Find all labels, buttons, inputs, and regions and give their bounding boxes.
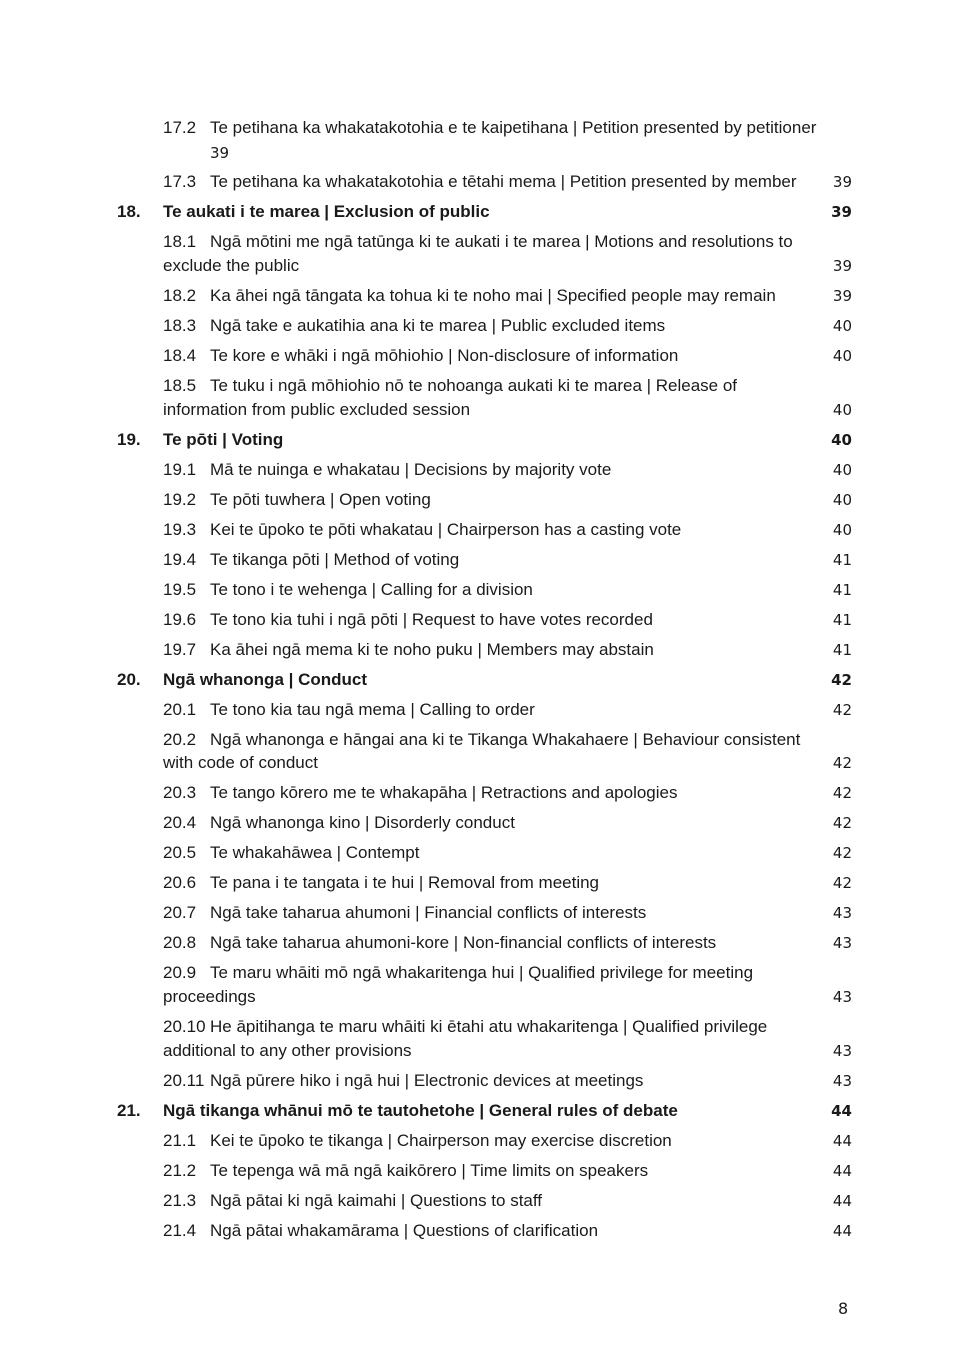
entry-page: 40 — [832, 521, 852, 539]
entry-page: 42 — [832, 844, 852, 862]
entry-page: 40 — [832, 461, 852, 479]
entry-number: 18.3 — [163, 316, 197, 335]
section-page: 42 — [831, 671, 852, 689]
entry-number: 20.11 — [163, 1071, 205, 1090]
section-title: Te pōti | Voting — [163, 430, 284, 449]
entry-title: Ngā pātai ki ngā kaimahi | Questions to staff — [210, 1191, 543, 1210]
entry-number: 21.2 — [163, 1161, 197, 1180]
entry-number: 20.7 — [163, 903, 197, 922]
entry-title: Te tono i te wehenga | Calling for a division — [210, 580, 533, 599]
entry-number: 20.6 — [163, 873, 197, 892]
entry-title: Ngā pūrere hiko i ngā hui | Electronic devices at meetings — [210, 1071, 644, 1090]
section-number: 20. — [117, 670, 141, 689]
entry-number: 21.3 — [163, 1191, 197, 1210]
entry-title: Te tikanga pōti | Method of voting — [210, 550, 460, 569]
entry-title: Ngā take taharua ahumoni | Financial conflicts of interests — [210, 903, 647, 922]
entry-number: 17.2 — [163, 118, 197, 137]
entry-number: 20.4 — [163, 813, 197, 832]
entry-title: Te tuku i ngā mōhiohio nō te nohoanga aukati ki te marea | Release of — [210, 376, 738, 395]
entry-page: 39 — [210, 144, 230, 162]
entry-page: 44 — [832, 1192, 852, 1210]
entry-page: 42 — [832, 784, 852, 802]
entry-title: Te tango kōrero me te whakapāha | Retractions and apologies — [210, 783, 678, 802]
entry-number: 20.8 — [163, 933, 197, 952]
entry-page: 39 — [832, 173, 852, 191]
section-number: 19. — [117, 430, 141, 449]
entry-number: 19.6 — [163, 610, 197, 629]
entry-title-cont: proceedings — [163, 987, 256, 1006]
entry-page: 42 — [832, 814, 852, 832]
entry-title: Te petihana ka whakatakotohia e te kaipetihana | Petition presented by petitioner — [210, 118, 817, 137]
entry-title: Te tepenga wā mā ngā kaikōrero | Time limits on speakers — [210, 1161, 649, 1180]
entry-number: 19.7 — [163, 640, 197, 659]
entry-title: Ka āhei ngā tāngata ka tohua ki te noho mai | Specified people may remain — [210, 286, 776, 305]
entry-title: Ngā pātai whakamārama | Questions of clarification — [210, 1221, 599, 1240]
entry-title: Kei te ūpoko te tikanga | Chairperson may exercise discretion — [210, 1131, 672, 1150]
entry-page: 40 — [832, 317, 852, 335]
entry-page: 44 — [832, 1162, 852, 1180]
entry-number: 17.3 — [163, 172, 197, 191]
entry-title: Ngā whanonga e hāngai ana ki te Tikanga Whakahaere | Behaviour consistent — [210, 730, 801, 749]
entry-title: Te petihana ka whakatakotohia e tētahi mema | Petition presented by member — [210, 172, 797, 191]
entry-number: 20.5 — [163, 843, 197, 862]
entry-page: 44 — [832, 1132, 852, 1150]
entry-number: 19.5 — [163, 580, 197, 599]
entry-title-cont: exclude the public — [163, 256, 300, 275]
entry-page: 44 — [832, 1222, 852, 1240]
entry-page: 40 — [832, 491, 852, 509]
entry-page: 39 — [832, 287, 852, 305]
entry-title: Mā te nuinga e whakatau | Decisions by majority vote — [210, 460, 612, 479]
entry-title: Te whakahāwea | Contempt — [210, 843, 420, 862]
section-title: Ngā tikanga whānui mō te tautohetohe | General rules of debate — [163, 1101, 678, 1120]
section-page: 39 — [831, 203, 852, 221]
entry-title: Te kore e whāki i ngā mōhiohio | Non-disclosure of information — [210, 346, 679, 365]
entry-page: 43 — [832, 904, 852, 922]
section-page: 40 — [831, 431, 852, 449]
entry-number: 20.2 — [163, 730, 197, 749]
entry-number: 20.1 — [163, 700, 197, 719]
entry-page: 43 — [832, 1072, 852, 1090]
entry-title: Te tono kia tau ngā mema | Calling to order — [210, 700, 535, 719]
entry-page: 39 — [832, 257, 852, 275]
entry-title-cont: additional to any other provisions — [163, 1041, 412, 1060]
entry-title: Te pōti tuwhera | Open voting — [210, 490, 431, 509]
entry-title: Ka āhei ngā mema ki te noho puku | Members may abstain — [210, 640, 654, 659]
section-number: 21. — [117, 1101, 141, 1120]
entry-page: 42 — [832, 701, 852, 719]
entry-number: 20.3 — [163, 783, 197, 802]
entry-page: 43 — [832, 1042, 852, 1060]
entry-page: 41 — [832, 551, 852, 569]
entry-title: He āpitihanga te maru whāiti ki ētahi atu whakaritenga | Qualified privilege — [210, 1017, 768, 1036]
entry-number: 21.4 — [163, 1221, 197, 1240]
entry-number: 18.1 — [163, 232, 197, 251]
entry-number: 19.1 — [163, 460, 197, 479]
entry-page: 41 — [832, 581, 852, 599]
entry-number: 18.5 — [163, 376, 197, 395]
entry-number: 19.3 — [163, 520, 197, 539]
entry-page: 40 — [832, 401, 852, 419]
entry-page: 43 — [832, 988, 852, 1006]
entry-page: 41 — [832, 611, 852, 629]
entry-title-cont: with code of conduct — [163, 753, 318, 772]
entry-number: 20.10 — [163, 1017, 206, 1036]
entry-number: 21.1 — [163, 1131, 197, 1150]
entry-title-cont: information from public excluded session — [163, 400, 471, 419]
entry-title: Ngā take e aukatihia ana ki te marea | Public excluded items — [210, 316, 666, 335]
entry-page: 40 — [832, 347, 852, 365]
entry-number: 19.2 — [163, 490, 197, 509]
entry-title: Kei te ūpoko te pōti whakatau | Chairperson has a casting vote — [210, 520, 682, 539]
entry-title: Te maru whāiti mō ngā whakaritenga hui | Qualified privilege for meeting — [210, 963, 754, 982]
entry-title: Ngā whanonga kino | Disorderly conduct — [210, 813, 515, 832]
entry-number: 18.4 — [163, 346, 197, 365]
entry-number: 20.9 — [163, 963, 197, 982]
entry-number: 19.4 — [163, 550, 197, 569]
entry-page: 43 — [832, 934, 852, 952]
entry-page: 42 — [832, 874, 852, 892]
section-title: Ngā whanonga | Conduct — [163, 670, 368, 689]
entry-title: Te tono kia tuhi i ngā pōti | Request to have votes recorded — [210, 610, 653, 629]
entry-title: Ngā mōtini me ngā tatūnga ki te aukati i te marea | Motions and resolutions to — [210, 232, 793, 251]
section-page: 44 — [831, 1102, 852, 1120]
page-number: 8 — [838, 1299, 849, 1318]
section-title: Te aukati i te marea | Exclusion of public — [163, 202, 490, 221]
entry-page: 41 — [832, 641, 852, 659]
section-number: 18. — [117, 202, 141, 221]
entry-number: 18.2 — [163, 286, 197, 305]
entry-page: 42 — [832, 754, 852, 772]
entry-title: Ngā take taharua ahumoni-kore | Non-financial conflicts of interests — [210, 933, 717, 952]
entry-title: Te pana i te tangata i te hui | Removal from meeting — [210, 873, 600, 892]
